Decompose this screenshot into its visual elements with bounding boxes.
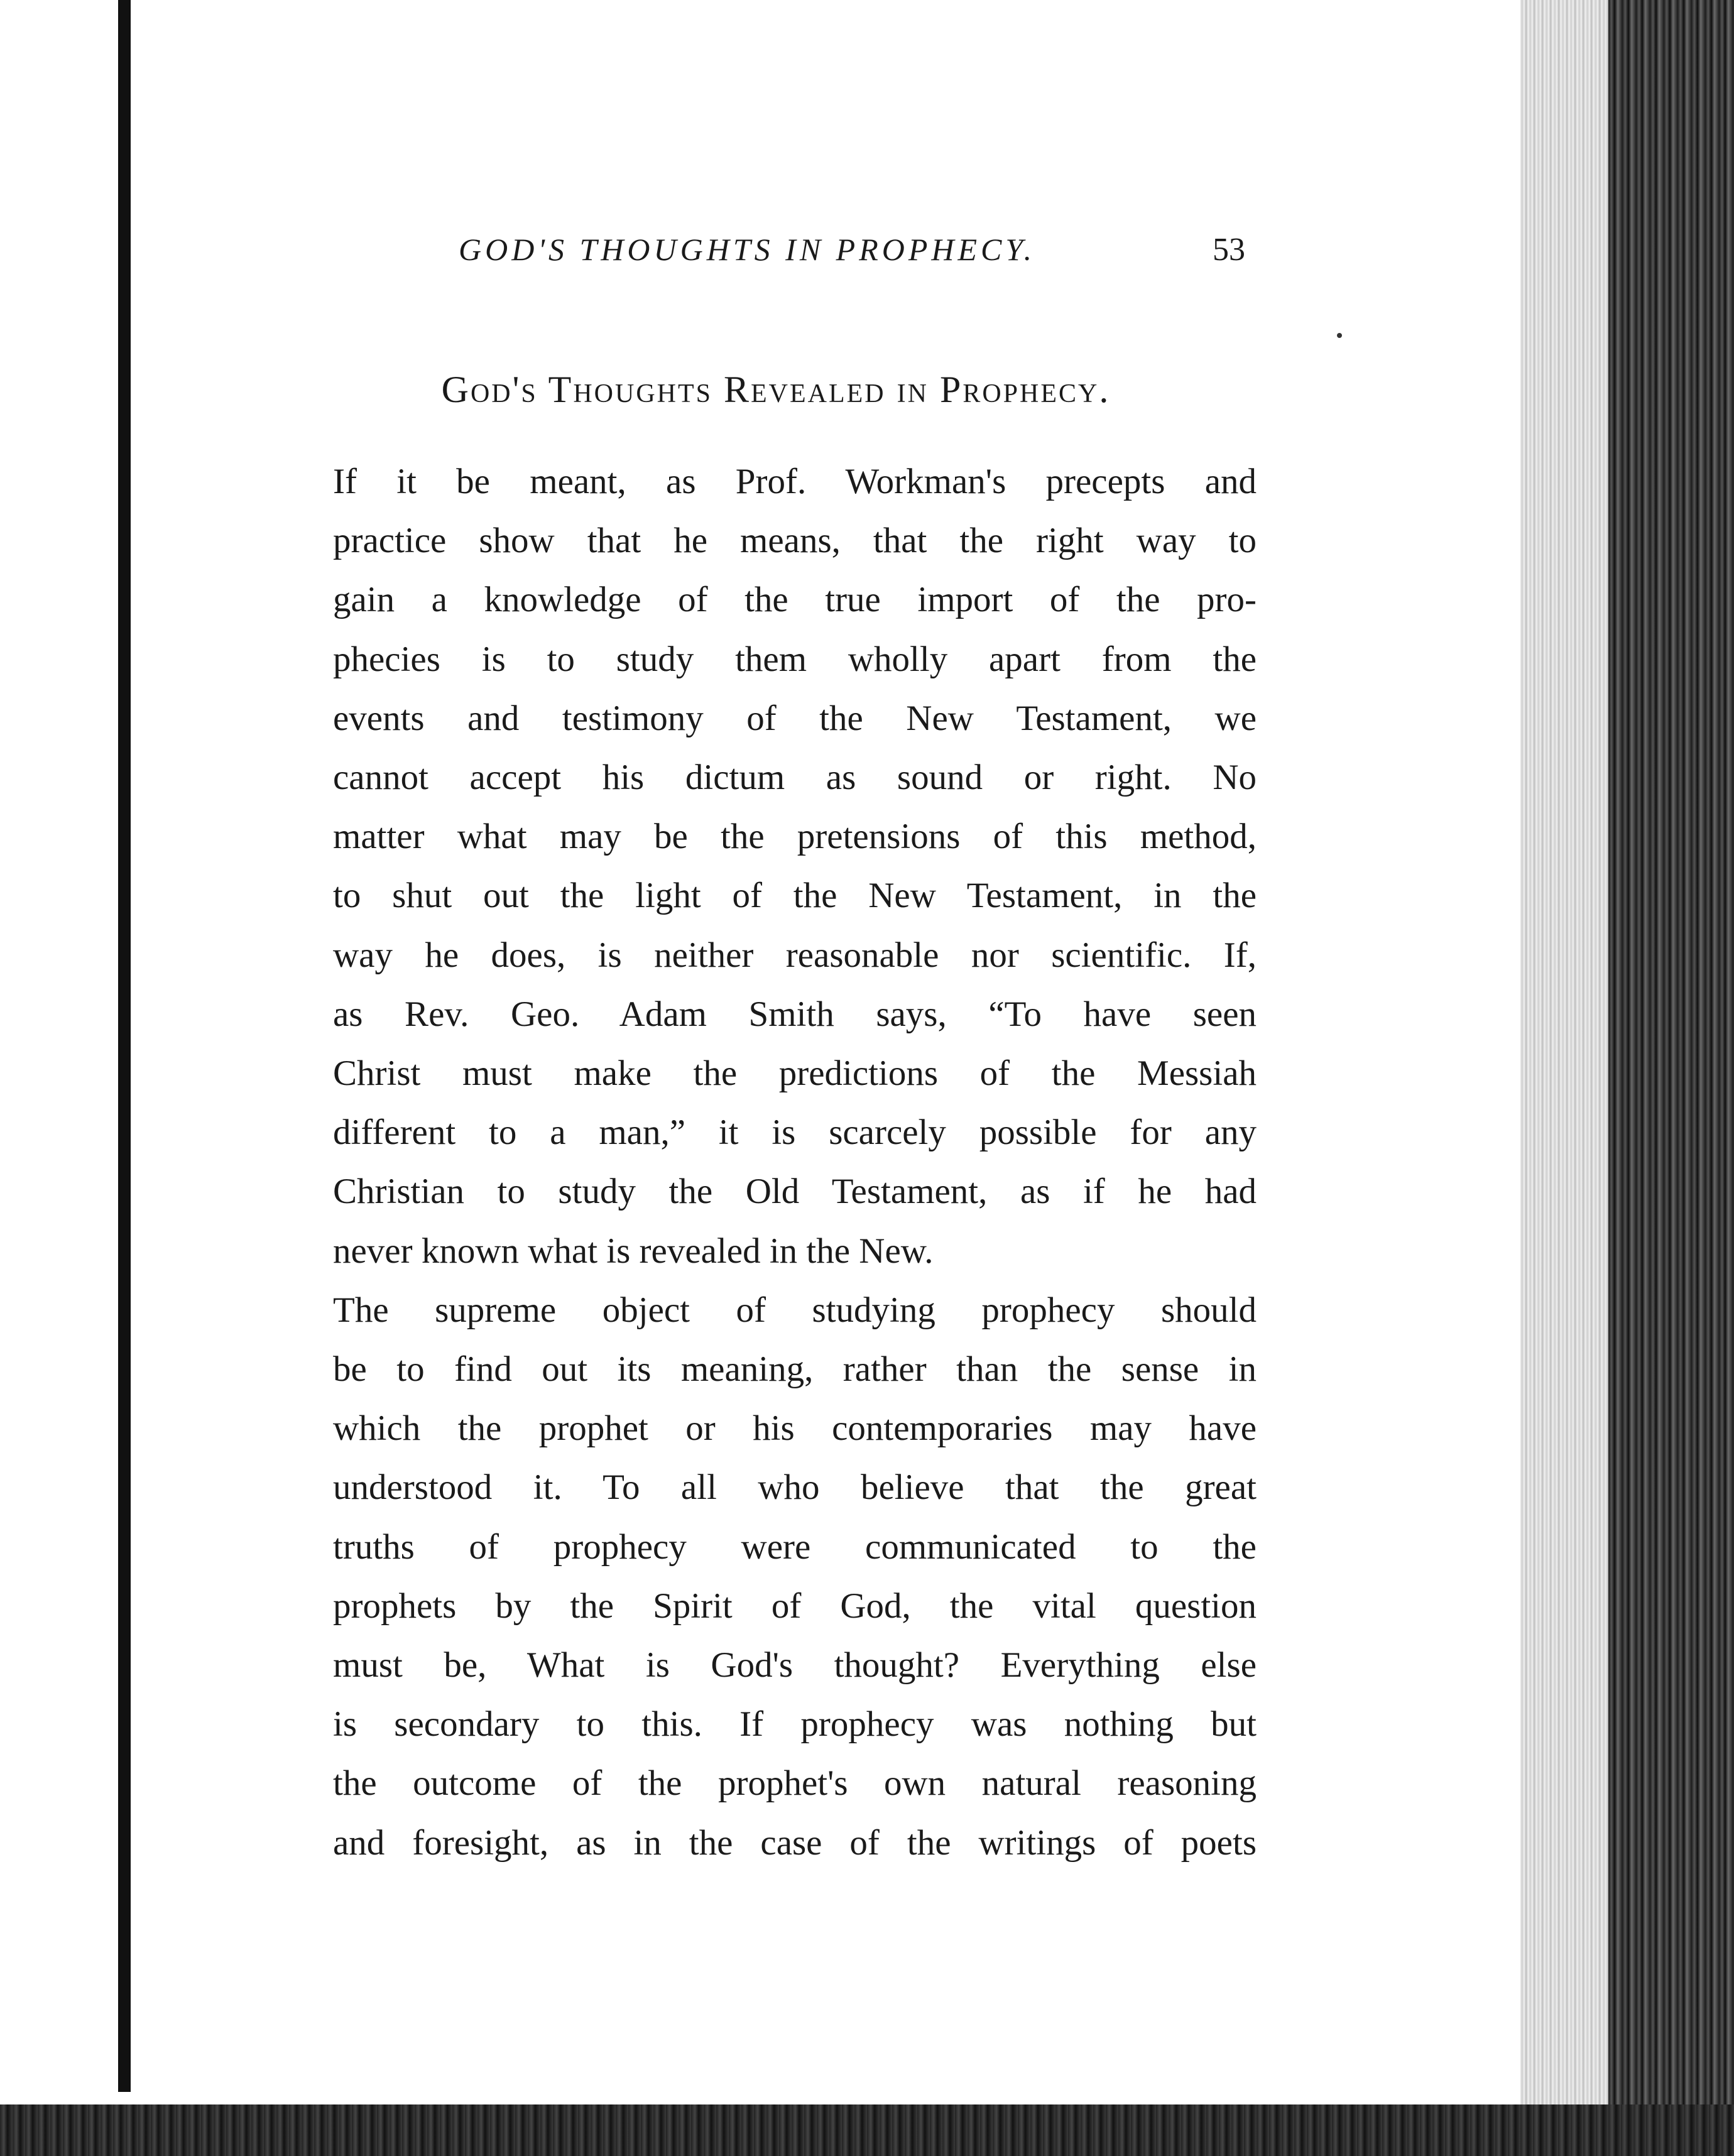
- text-line: Christian to study the Old Testament, as if he had: [333, 1172, 1257, 1212]
- text-line: The supreme object of studying prophecy should: [333, 1290, 1257, 1330]
- text-line: practice show that he means, that the right way to: [333, 521, 1257, 561]
- text-line: different to a man,” it is scarcely possible for any: [333, 1113, 1257, 1153]
- paragraph-1: [289, 452, 1257, 1281]
- text-line: and foresight, as in the case of the writings of poets: [333, 1822, 1257, 1863]
- text-line: events and testimony of the New Testament, we: [333, 698, 1257, 738]
- text-line: must be, What is God's thought? Everything else: [333, 1645, 1257, 1685]
- text-line: matter what may be the pretensions of this method,: [333, 817, 1257, 857]
- text-line: to shut out the light of the New Testament, in the: [333, 876, 1257, 916]
- text-line: the outcome of the prophet's own natural reasoning: [333, 1763, 1257, 1804]
- running-head: GOD'S THOUGHTS IN PROPHECY.: [459, 232, 1036, 267]
- text-line: way he does, is neither reasonable nor scientific. If,: [333, 935, 1257, 975]
- body-text: [289, 452, 1257, 1873]
- left-page-spine-shadow: [118, 0, 131, 2092]
- text-line: never known what is revealed in the New.: [333, 1231, 934, 1271]
- text-line: gain a knowledge of the true import of the pro-: [333, 580, 1257, 620]
- page-number: 53: [1213, 232, 1245, 268]
- text-line: prophets by the Spirit of God, the vital question: [333, 1586, 1257, 1626]
- paragraph-2: [289, 1281, 1257, 1873]
- text-line: understood it. To all who believe that the great: [333, 1467, 1257, 1508]
- text-line: truths of prophecy were communicated to the: [333, 1527, 1257, 1567]
- ink-speck: [1337, 333, 1342, 338]
- chapter-title: God's Thoughts Revealed in Prophecy.: [441, 369, 1111, 410]
- text-line: cannot accept his dictum as sound or right. No: [333, 758, 1257, 798]
- book-binding-strip: [0, 2104, 1734, 2156]
- text-line: Christ must make the predictions of the Messiah: [333, 1054, 1257, 1094]
- text-line: as Rev. Geo. Adam Smith says, “To have seen: [333, 994, 1257, 1034]
- text-line: If it be meant, as Prof. Workman's precepts and: [333, 462, 1257, 501]
- text-line: phecies is to study them wholly apart from the: [333, 639, 1257, 679]
- text-line: be to find out its meaning, rather than the sense in: [333, 1349, 1257, 1390]
- book-cover-edge: [1608, 0, 1734, 2111]
- text-line: which the prophet or his contemporaries may have: [333, 1408, 1257, 1449]
- text-line: is secondary to this. If prophecy was nothing but: [333, 1704, 1257, 1745]
